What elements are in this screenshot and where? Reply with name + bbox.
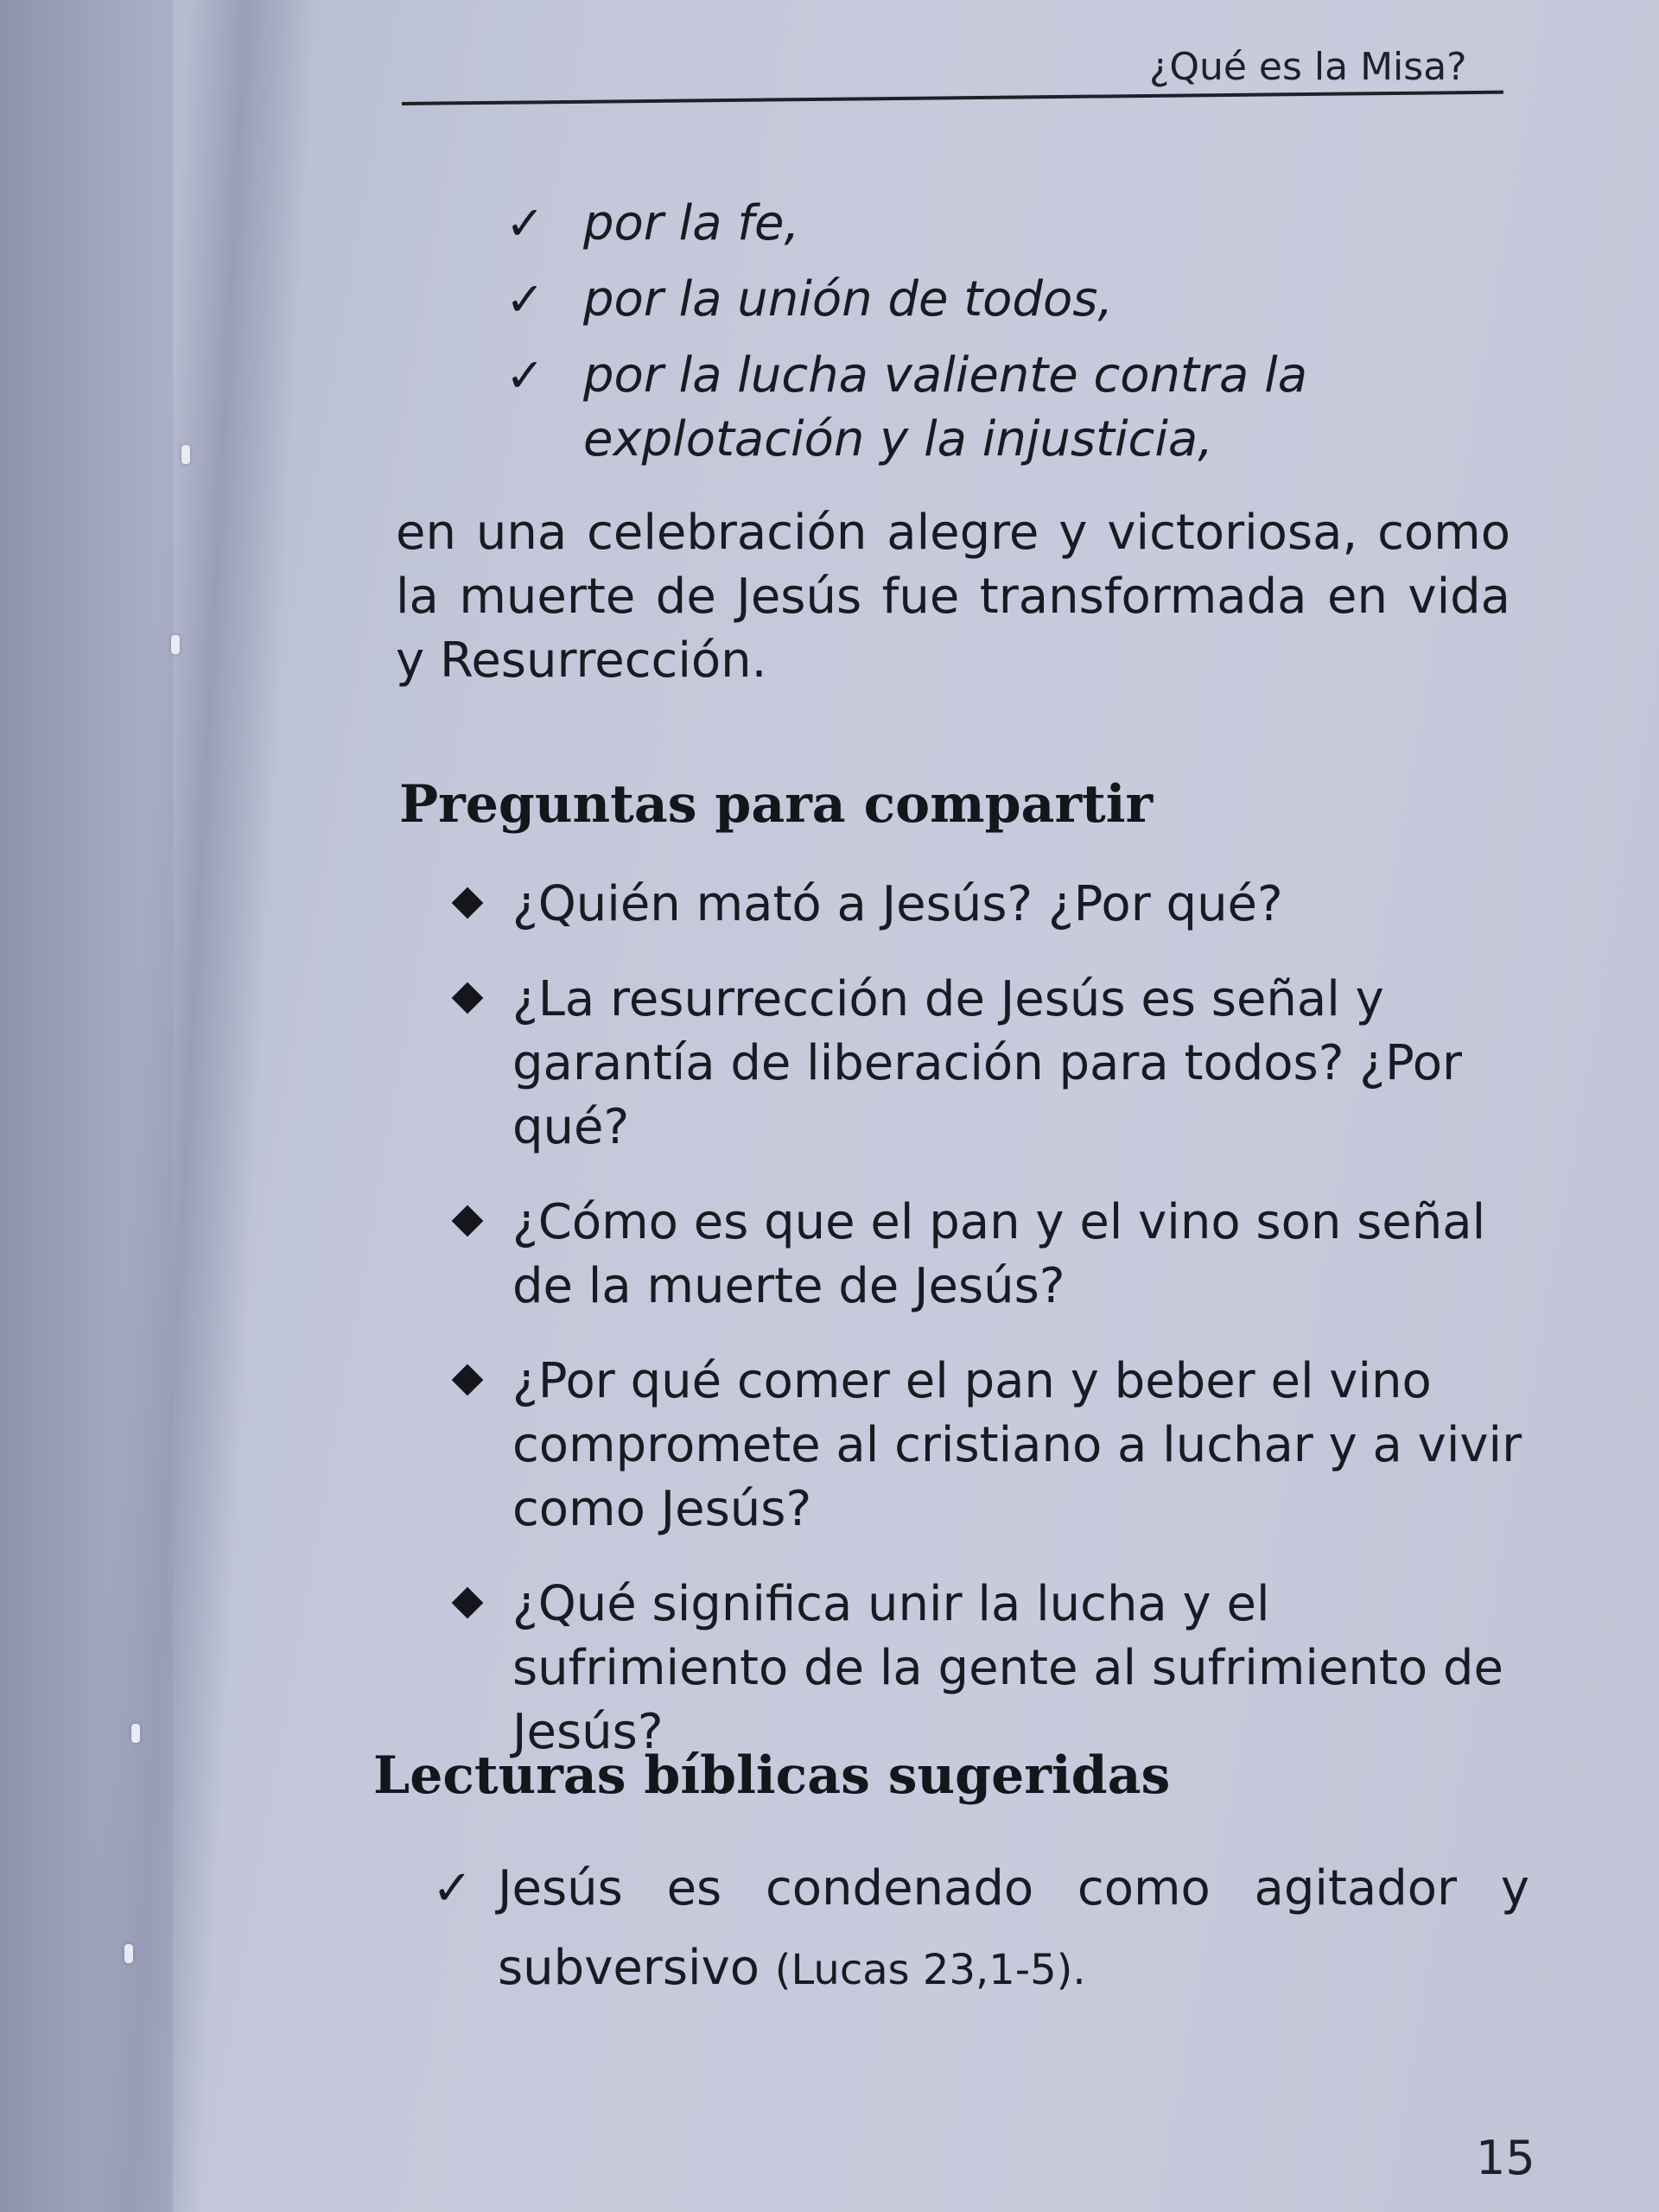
body-paragraph: en una celebración alegre y victoriosa, como la muerte de Jesús fue transformada en vida y Resurrección. [396,505,1510,689]
diamond-bullet-icon [452,1364,484,1396]
staple [171,635,180,654]
question-text: ¿Quién mató a Jesús? ¿Por qué? [512,876,1283,932]
questions-list [448,873,1528,1796]
readings-list [432,1849,1529,2010]
list-item [505,192,1525,256]
question-item [448,1573,1528,1764]
intro-check-list [505,192,1525,484]
list-item-text: por la unión de todos, [583,271,1114,327]
diamond-bullet-icon [452,1587,484,1619]
question-text: ¿La resurrección de Jesús es señal y garantía de liberación para todos? ¿Por qué? [512,971,1462,1155]
diamond-bullet-icon [452,982,484,1014]
check-icon: ✓ [505,348,545,403]
question-item [448,1191,1528,1319]
reading-text: Jesús es condenado como agitador y subversivo [498,1860,1529,1996]
page-number: 15 [1476,2131,1535,2185]
question-text: ¿Por qué comer el pan y beber el vino compromete al cristiano a luchar y a vivir como Jesús? [512,1353,1522,1537]
check-icon: ✓ [505,272,545,327]
list-item [505,268,1525,332]
question-item [448,1350,1528,1541]
readings-heading: Lecturas bíblicas sugeridas [373,1745,1171,1806]
staple [124,1944,133,1963]
diamond-bullet-icon [452,1205,484,1237]
staple [181,445,190,464]
reading-reference: (Lucas 23,1-5). [774,1946,1086,1994]
question-text: ¿Qué significa unir la lucha y el sufrimiento de la gente al sufrimiento de Jesús? [512,1576,1503,1760]
staple [131,1724,140,1743]
list-item [505,344,1525,472]
question-text: ¿Cómo es que el pan y el vino son señal de la muerte de Jesús? [512,1194,1486,1314]
running-header-title: ¿Qué es la Misa? [1149,45,1467,89]
questions-heading: Preguntas para compartir [399,774,1154,835]
question-item [448,873,1528,937]
reading-item [432,1849,1529,2010]
list-item-text: por la lucha valiente contra la explotación y la injusticia, [583,347,1308,467]
check-icon: ✓ [432,1860,473,1916]
diamond-bullet-icon [452,887,484,919]
list-item-text: por la fe, [583,195,800,251]
check-icon: ✓ [505,196,545,251]
question-item [448,968,1528,1160]
